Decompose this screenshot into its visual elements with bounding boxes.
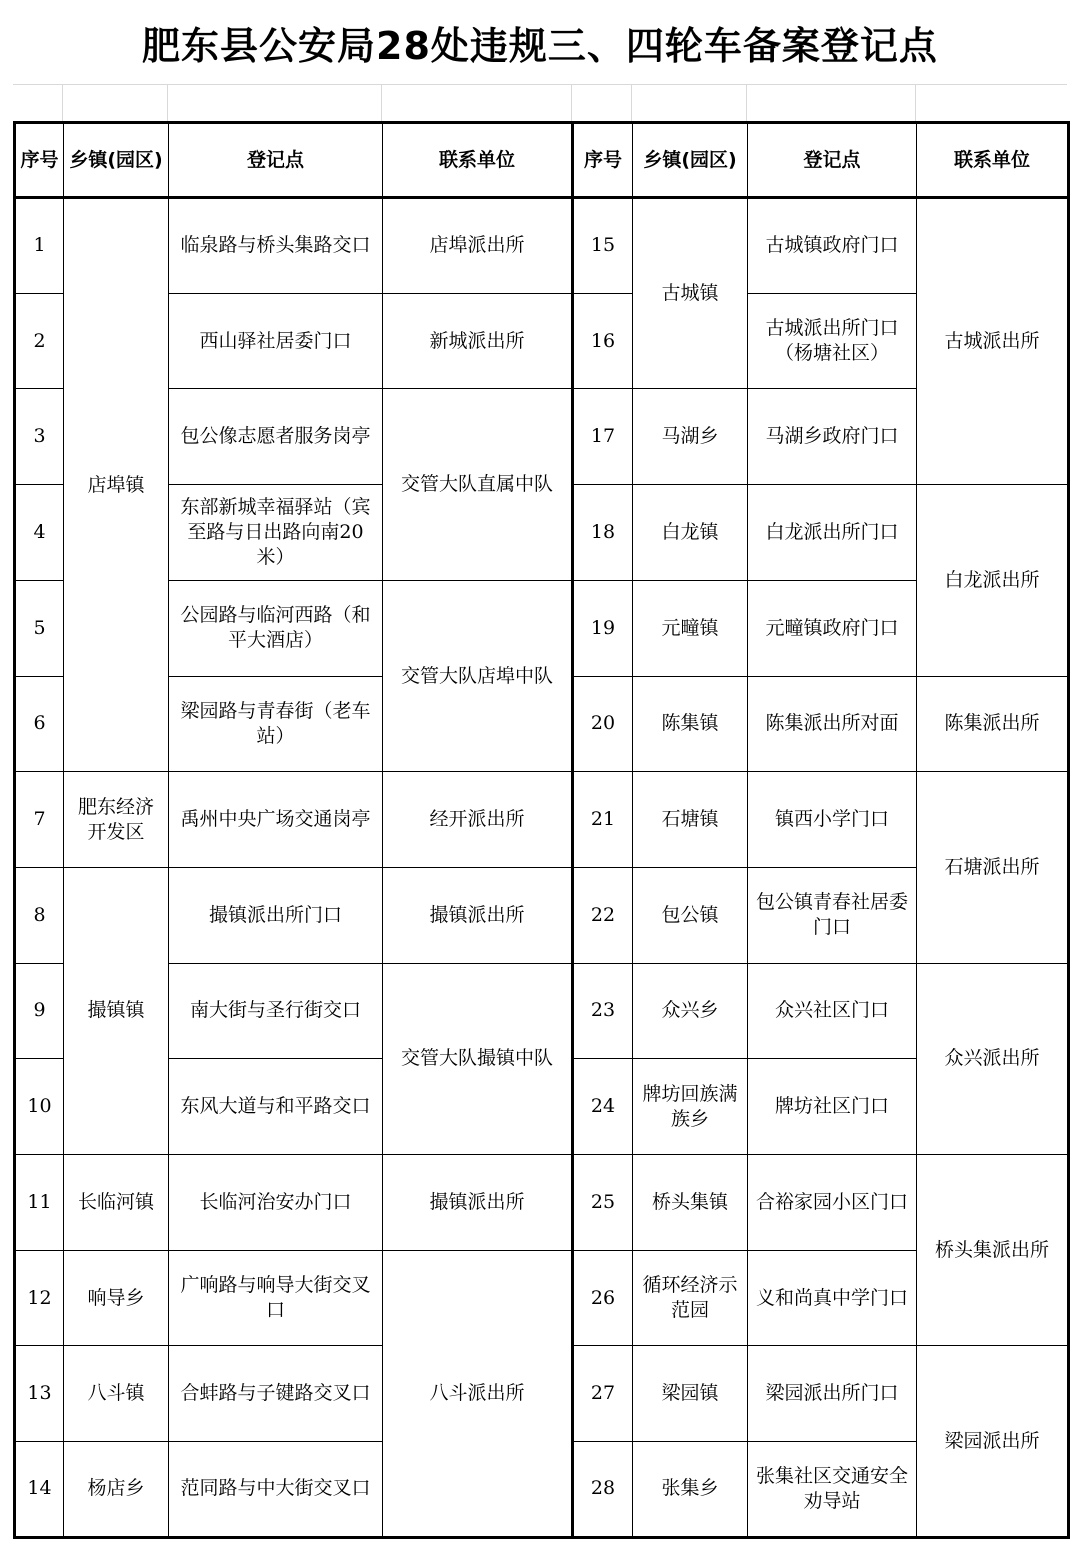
- table-row: [15, 963, 1069, 1059]
- point-cell: 包公像志愿者服务岗亭: [169, 389, 383, 485]
- unit-cell: 陈集派出所: [917, 676, 1069, 772]
- spreadsheet-gridlines: [13, 84, 1067, 122]
- table-row: [15, 389, 1069, 485]
- town-cell: 长临河镇: [64, 1155, 169, 1251]
- point-cell: 古城镇政府门口: [748, 198, 917, 294]
- point-cell: 禹州中央广场交通岗亭: [169, 772, 383, 868]
- seq-cell: 5: [15, 580, 64, 676]
- seq-cell: 13: [15, 1346, 64, 1442]
- unit-cell: 店埠派出所: [383, 198, 573, 294]
- page-title: 肥东县公安局28处违规三、四轮车备案登记点: [142, 23, 938, 68]
- unit-cell: 八斗派出所: [383, 1250, 573, 1537]
- unit-cell: 古城派出所: [917, 198, 1069, 485]
- table-row: [15, 198, 1069, 294]
- point-cell: 西山驿社居委门口: [169, 293, 383, 389]
- town-cell: 桥头集镇: [633, 1155, 748, 1251]
- point-cell: 古城派出所门口（杨塘社区）: [748, 293, 917, 389]
- seq-cell: 9: [15, 963, 64, 1059]
- point-cell: 牌坊社区门口: [748, 1059, 917, 1155]
- town-cell: 八斗镇: [64, 1346, 169, 1442]
- point-cell: 临泉路与桥头集路交口: [169, 198, 383, 294]
- town-cell: 梁园镇: [633, 1346, 748, 1442]
- point-cell: 马湖乡政府门口: [748, 389, 917, 485]
- header-unit: 联系单位: [917, 123, 1069, 198]
- seq-cell: 18: [573, 485, 633, 581]
- town-cell: 陈集镇: [633, 676, 748, 772]
- seq-cell: 22: [573, 867, 633, 963]
- unit-cell: 交管大队店埠中队: [383, 580, 573, 771]
- seq-cell: 3: [15, 389, 64, 485]
- header-town: 乡镇(园区): [633, 123, 748, 198]
- seq-cell: 2: [15, 293, 64, 389]
- registration-points-table: [13, 121, 1070, 1539]
- unit-cell: 众兴派出所: [917, 963, 1069, 1154]
- unit-cell: 桥头集派出所: [917, 1155, 1069, 1346]
- seq-cell: 27: [573, 1346, 633, 1442]
- town-cell: 白龙镇: [633, 485, 748, 581]
- seq-cell: 14: [15, 1442, 64, 1538]
- table-row: [15, 772, 1069, 868]
- point-cell: 范同路与中大街交叉口: [169, 1442, 383, 1538]
- town-cell: 张集乡: [633, 1442, 748, 1538]
- header-seq: 序号: [573, 123, 633, 198]
- table-row: [15, 580, 1069, 676]
- point-cell: 东部新城幸福驿站（宾至路与日出路向南20米）: [169, 485, 383, 581]
- point-cell: 公园路与临河西路（和平大酒店）: [169, 580, 383, 676]
- seq-cell: 26: [573, 1250, 633, 1346]
- town-cell: 牌坊回族满族乡: [633, 1059, 748, 1155]
- unit-cell: 交管大队直属中队: [383, 389, 573, 580]
- town-cell: 撮镇镇: [64, 867, 169, 1154]
- seq-cell: 16: [573, 293, 633, 389]
- town-cell: 元疃镇: [633, 580, 748, 676]
- unit-cell: 白龙派出所: [917, 485, 1069, 676]
- table-row: [15, 867, 1069, 963]
- town-cell: 古城镇: [633, 198, 748, 389]
- seq-cell: 23: [573, 963, 633, 1059]
- town-cell: 店埠镇: [64, 198, 169, 772]
- seq-cell: 8: [15, 867, 64, 963]
- point-cell: 张集社区交通安全劝导站: [748, 1442, 917, 1538]
- seq-cell: 1: [15, 198, 64, 294]
- point-cell: 合裕家园小区门口: [748, 1155, 917, 1251]
- seq-cell: 17: [573, 389, 633, 485]
- point-cell: 元疃镇政府门口: [748, 580, 917, 676]
- unit-cell: 梁园派出所: [917, 1346, 1069, 1537]
- table-row: [15, 1155, 1069, 1251]
- seq-cell: 12: [15, 1250, 64, 1346]
- unit-cell: 新城派出所: [383, 293, 573, 389]
- seq-cell: 24: [573, 1059, 633, 1155]
- unit-cell: 交管大队撮镇中队: [383, 963, 573, 1154]
- point-cell: 镇西小学门口: [748, 772, 917, 868]
- table-header-row: [15, 123, 1069, 198]
- unit-cell: 经开派出所: [383, 772, 573, 868]
- point-cell: 包公镇青春社居委门口: [748, 867, 917, 963]
- town-cell: 肥东经济开发区: [64, 772, 169, 868]
- point-cell: 长临河治安办门口: [169, 1155, 383, 1251]
- point-cell: 义和尚真中学门口: [748, 1250, 917, 1346]
- seq-cell: 25: [573, 1155, 633, 1251]
- header-seq: 序号: [15, 123, 64, 198]
- seq-cell: 19: [573, 580, 633, 676]
- point-cell: 梁园路与青春街（老车站）: [169, 676, 383, 772]
- seq-cell: 6: [15, 676, 64, 772]
- table-row: [15, 1250, 1069, 1346]
- town-cell: 马湖乡: [633, 389, 748, 485]
- point-cell: 众兴社区门口: [748, 963, 917, 1059]
- point-cell: 梁园派出所门口: [748, 1346, 917, 1442]
- point-cell: 合蚌路与子键路交叉口: [169, 1346, 383, 1442]
- town-cell: 杨店乡: [64, 1442, 169, 1538]
- town-cell: 石塘镇: [633, 772, 748, 868]
- point-cell: 陈集派出所对面: [748, 676, 917, 772]
- town-cell: 循环经济示范园: [633, 1250, 748, 1346]
- header-unit: 联系单位: [383, 123, 573, 198]
- point-cell: 白龙派出所门口: [748, 485, 917, 581]
- header-town: 乡镇(园区): [64, 123, 169, 198]
- seq-cell: 4: [15, 485, 64, 581]
- unit-cell: 撮镇派出所: [383, 867, 573, 963]
- point-cell: 东风大道与和平路交口: [169, 1059, 383, 1155]
- point-cell: 南大街与圣行街交口: [169, 963, 383, 1059]
- unit-cell: 石塘派出所: [917, 772, 1069, 963]
- header-point: 登记点: [748, 123, 917, 198]
- seq-cell: 21: [573, 772, 633, 868]
- seq-cell: 28: [573, 1442, 633, 1538]
- seq-cell: 20: [573, 676, 633, 772]
- point-cell: 广响路与响导大街交叉口: [169, 1250, 383, 1346]
- point-cell: 撮镇派出所门口: [169, 867, 383, 963]
- table-row: [15, 293, 1069, 389]
- seq-cell: 10: [15, 1059, 64, 1155]
- town-cell: 响导乡: [64, 1250, 169, 1346]
- unit-cell: 撮镇派出所: [383, 1155, 573, 1251]
- seq-cell: 11: [15, 1155, 64, 1251]
- town-cell: 众兴乡: [633, 963, 748, 1059]
- seq-cell: 7: [15, 772, 64, 868]
- header-point: 登记点: [169, 123, 383, 198]
- seq-cell: 15: [573, 198, 633, 294]
- town-cell: 包公镇: [633, 867, 748, 963]
